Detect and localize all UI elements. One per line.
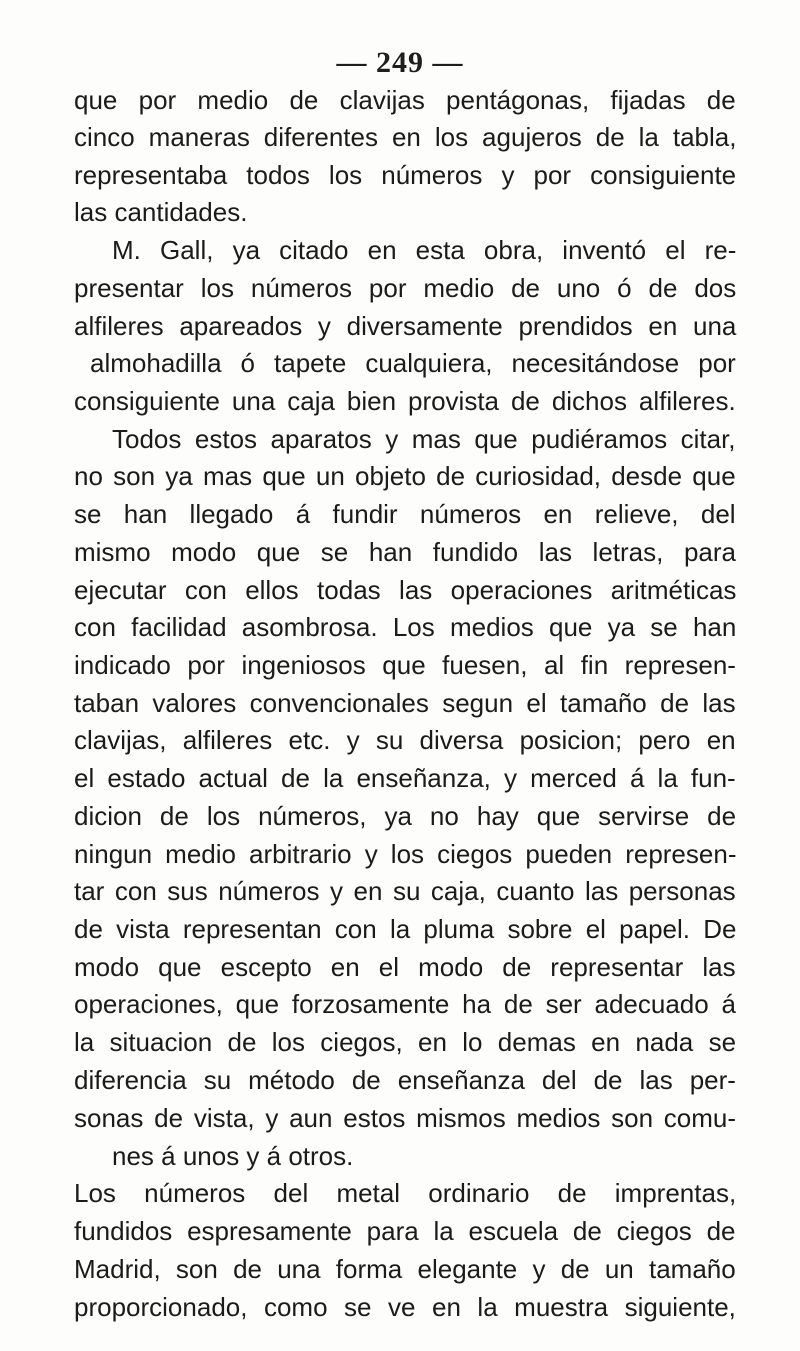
text-line: M. Gall, ya citado en esta obra, inventó el re- [112, 235, 737, 265]
text-line: operaciones, que forzosamente ha de ser adecuado á [74, 989, 736, 1019]
text-line: sonas de vista, y aun estos mismos medios son comu- [74, 1103, 737, 1133]
text-line: no son ya mas que un objeto de curiosidad, desde que [74, 461, 736, 491]
text-line: Todos estos aparatos y mas que pudiéramos citar, [112, 424, 736, 454]
text-line: indicado por ingeniosos que fuesen, al fin represen- [74, 650, 736, 680]
text-line: se han llegado á fundir números en relieve, del [74, 499, 736, 529]
text-line: nes á unos y á otros. [112, 1141, 354, 1171]
text-line: consiguiente una caja bien provista de dichos alfileres. [74, 386, 736, 416]
text-line: las cantidades. [74, 197, 248, 227]
text-line: ningun medio arbitrario y los ciegos pueden represen- [74, 839, 737, 869]
text-line: alfileres apareados y diversamente prendidos en una [74, 311, 737, 341]
text-line: diferencia su método de enseñanza del de las per- [74, 1065, 736, 1095]
text-line: fundidos espresamente para la escuela de ciegos de [74, 1216, 736, 1246]
text-line: Los números del metal ordinario de imprentas, [74, 1178, 737, 1208]
text-line: el estado actual de la enseñanza, y merced á la fun- [74, 763, 736, 793]
text-line: Madrid, son de una forma elegante y de un tamaño [74, 1254, 736, 1284]
text-line: proporcionado, como se ve en la muestra siguiente, [74, 1292, 736, 1322]
text-line: mismo modo que se han fundido las letras, para [74, 537, 736, 567]
text-line: dicion de los números, ya no hay que servirse de [74, 801, 737, 831]
text-line: tar con sus números y en su caja, cuanto las personas [74, 876, 736, 906]
text-line: taban valores convencionales segun el tamaño de las [74, 688, 736, 718]
text-line: modo que escepto en el modo de representar las [74, 952, 736, 982]
text-line: ejecutar con ellos todas las operaciones aritméticas [74, 575, 737, 605]
text-line: que por medio de clavijas pentágonas, fijadas de [74, 85, 736, 115]
text-line: representaba todos los números y por consiguiente [74, 160, 737, 190]
page-number: — 249 — [336, 46, 464, 79]
text-line: de vista representan con la pluma sobre el papel. De [74, 914, 737, 944]
text-line: presentar los números por medio de uno ó de dos [74, 273, 737, 303]
text-line: clavijas, alfileres etc. y su diversa posicion; pero en [74, 725, 736, 755]
text-line: con facilidad asombrosa. Los medios que ya se han [74, 612, 737, 642]
text-line: la situacion de los ciegos, en lo demas en nada se [74, 1027, 737, 1057]
text-line: cinco maneras diferentes en los agujeros de la tabla, [74, 122, 737, 152]
text-line: almohadilla ó tapete cualquiera, necesitándose por [90, 348, 736, 378]
